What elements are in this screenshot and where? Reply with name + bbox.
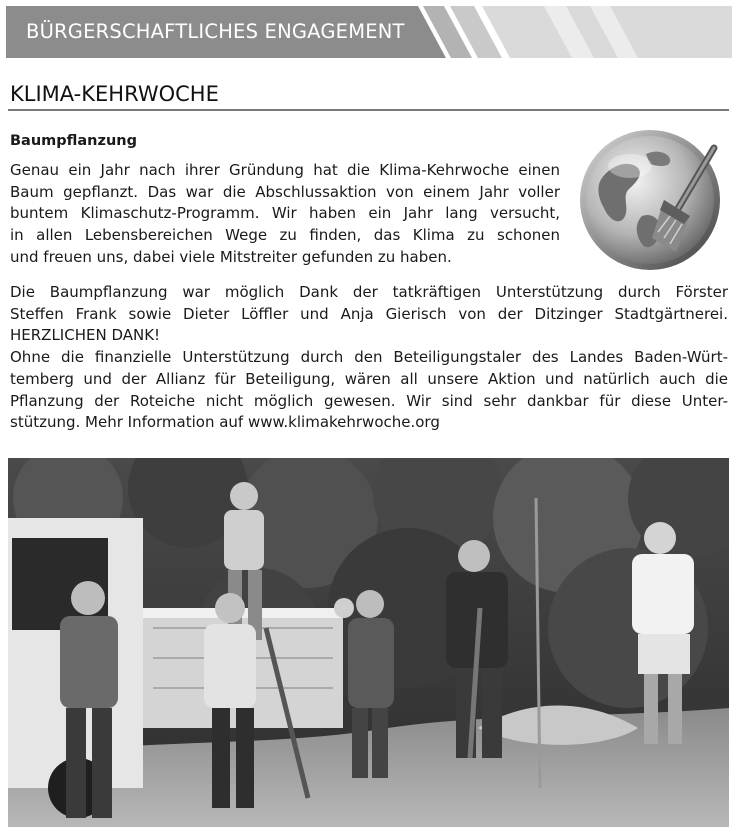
text-line: temberg und der Allianz für Beteiligung, wären all unsere Aktion und natürlich auch die xyxy=(10,369,728,388)
group-photo-tree-planting xyxy=(8,458,729,827)
text-line: Steffen Frank sowie Dieter Löffler und Anja Gierisch von der Ditzinger Stadtgärtnerei. xyxy=(10,304,728,323)
text-line: in allen Lebensbereichen Wege zu finden, das Klima zu schonen xyxy=(10,226,560,245)
text-line: und freuen uns, dabei viele Mitstreiter gefunden zu haben. xyxy=(10,247,452,266)
text-line: buntem Klimaschutz-Programm. Wir haben ein Jahr lang versucht, xyxy=(10,204,560,223)
text-line: HERZLICHEN DANK! xyxy=(10,326,161,345)
text-line: Die Baumpflanzung war möglich Dank der tatkräftigen Unterstützung durch Förster xyxy=(10,283,728,301)
article-paragraph-1 xyxy=(10,160,560,269)
section-title: KLIMA-KEHRWOCHE xyxy=(10,82,219,106)
section-divider xyxy=(8,109,729,111)
text-line: Pflanzung der Roteiche nicht möglich gewesen. Wir sind sehr dankbar für diese Unter- xyxy=(10,391,728,410)
text-line: stützung. Mehr Information auf www.klimakehrwoche.org xyxy=(10,413,440,432)
category-title: BÜRGERSCHAFTLICHES ENGAGEMENT xyxy=(26,20,405,43)
globe-broom-icon xyxy=(572,120,728,276)
text-line: Baum gepflanzt. Das war die Abschlussaktion von einem Jahr voller xyxy=(10,182,560,201)
article-paragraph-2 xyxy=(10,282,728,434)
text-line: Genau ein Jahr nach ihrer Gründung hat die Klima-Kehrwoche einen xyxy=(10,161,560,179)
group-photo xyxy=(8,458,729,827)
text-line: Ohne die finanzielle Unterstützung durch den Beteiligungstaler des Landes Baden-Würt- xyxy=(10,348,728,367)
article-subhead: Baumpflanzung xyxy=(10,133,137,149)
category-header-band xyxy=(6,6,734,58)
